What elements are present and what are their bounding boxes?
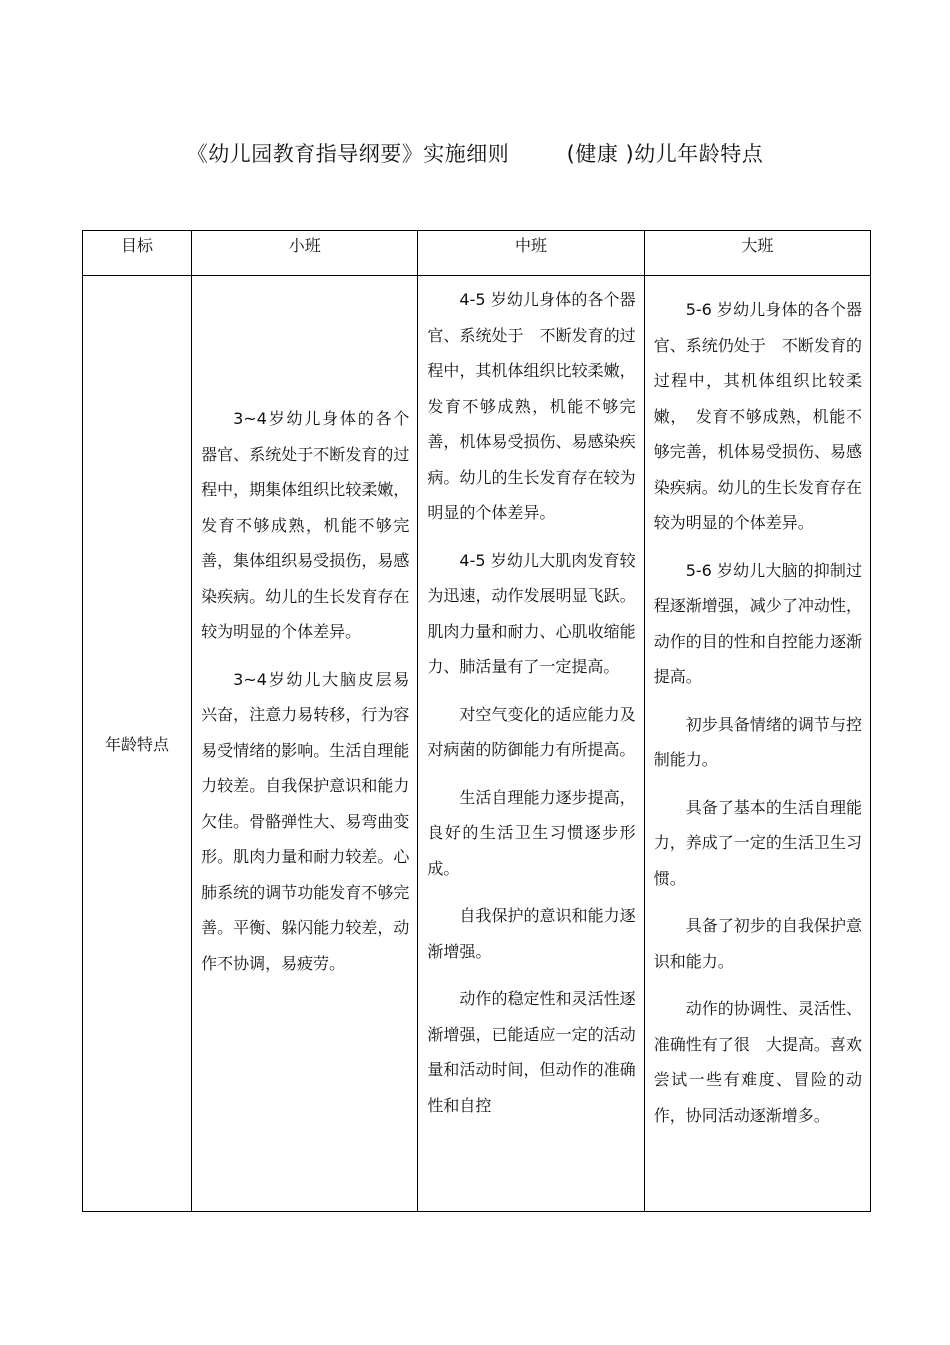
large-class-paragraph: 动作的协调性、灵活性、准确性有了很 大提高。喜欢尝试一些有难度、冒险的动作，协同活动逐渐增多。 (653, 999, 862, 1125)
table-header-row (83, 231, 871, 276)
middle-class-paragraph: 对空气变化的适应能力及对病菌的防御能力有所提高。 (427, 704, 636, 759)
middle-class-cell (418, 276, 644, 1212)
large-class-paragraph: 具备了基本的生活自理能力，养成了一定的生活卫生习惯。 (653, 797, 862, 888)
small-class-cell (192, 276, 418, 1212)
header-small-class: 小班 (192, 231, 418, 276)
header-goal: 目标 (83, 231, 192, 276)
small-class-paragraph: 3~4岁幼儿身体的各个器官、系统处于不断发育的过程中，期集体组织比较柔嫩，发育不够成熟，机能不够完善，集体组织易受损伤，易感染疾病。幼儿的生长发育存在较为明显的个体差异。 (201, 409, 410, 641)
large-class-paragraph: 5-6 岁幼儿身体的各个器官、系统仍处于 不断发育的过程中，其机体组织比较柔嫩， 发育不够成熟，机能不够完善，机体易受损伤、易感染疾病。幼儿的生长发育存在较为明显的个体差异。 (653, 300, 862, 532)
header-large-class: 大班 (644, 231, 870, 276)
header-middle-class: 中班 (418, 231, 644, 276)
age-characteristics-table (82, 230, 879, 1212)
middle-class-paragraph: 4-5 岁幼儿身体的各个器官、系统处于 不断发育的过程中，其机体组织比较柔嫩，发育不够成熟，机能不够完善，机体易受损伤、易感染疾病。幼儿的生长发育存在较为明显的个体差异。 (427, 290, 636, 522)
row-label-age-characteristics: 年龄特点 (83, 276, 192, 1212)
large-class-paragraph: 初步具备情绪的调节与控制能力。 (653, 714, 862, 769)
page-title: 《幼儿园教育指导纲要》实施细则 (健康 )幼儿年龄特点 (186, 142, 764, 166)
large-class-paragraph: 具备了初步的自我保护意识和能力。 (653, 916, 862, 971)
middle-class-paragraph: 生活自理能力逐步提高，良好的生活卫生习惯逐步形成。 (427, 787, 636, 878)
small-class-paragraph: 3~4岁幼儿大脑皮层易兴奋，注意力易转移，行为容易受情绪的影响。生活自理能力较差。自我保护意识和能力欠佳。骨骼弹性大、易弯曲变形。肌肉力量和耐力较差。心肺系统的调节功能发育不够完善。平衡、躲闪能力较差，动作不协调，易疲劳。 (201, 669, 410, 973)
middle-class-paragraph: 4-5 岁幼儿大肌肉发育较为迅速，动作发展明显飞跃。肌肉力量和耐力、心肌收缩能力、肺活量有了一定提高。 (427, 550, 636, 676)
large-class-cell (644, 276, 879, 1212)
large-class-paragraph: 5-6 岁幼儿大脑的抑制过程逐渐增强，减少了冲动性，动作的目的性和自控能力逐渐 提高。 (653, 560, 879, 686)
table-row (83, 276, 871, 1212)
middle-class-paragraph: 自我保护的意识和能力逐渐增强。 (427, 906, 636, 961)
middle-class-paragraph: 动作的稳定性和灵活性逐渐增强，已能适应一定的活动量和活动时间，但动作的准确性和自控 (427, 989, 636, 1115)
